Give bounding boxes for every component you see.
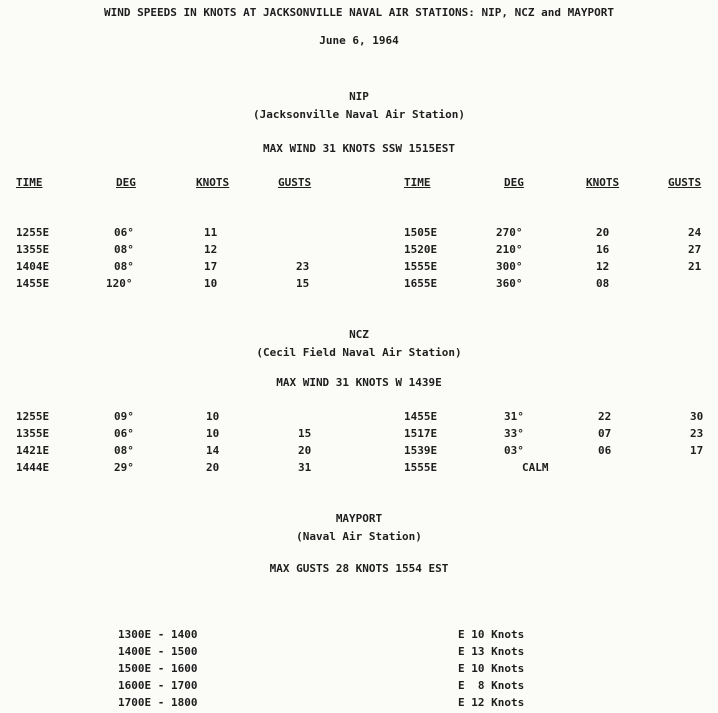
table-cell-period: 1500E - 1600 xyxy=(118,662,198,675)
nip-header-deg-2: DEG xyxy=(504,176,524,189)
ncz-max-wind: MAX WIND 31 KNOTS W 1439E xyxy=(276,376,442,389)
table-cell-deg: 08° xyxy=(114,260,134,273)
table-cell-knots: 20 xyxy=(596,226,610,239)
table-cell-deg: 300° xyxy=(496,260,523,273)
table-cell-wind: E 10 Knots xyxy=(458,662,525,675)
table-cell-time: 1355E xyxy=(16,427,50,440)
mayport-station-code: MAYPORT xyxy=(335,512,383,525)
document-date: June 6, 1964 xyxy=(319,34,399,47)
ncz-station-code: NCZ xyxy=(349,328,369,341)
table-cell-knots: 12 xyxy=(596,260,610,273)
table-cell-knots: 14 xyxy=(206,444,220,457)
nip-header-knots-2: KNOTS xyxy=(586,176,620,189)
table-cell-gusts: 31 xyxy=(298,461,312,474)
table-cell-gusts: 17 xyxy=(690,444,704,457)
table-cell-knots: 11 xyxy=(204,226,218,239)
table-cell-gusts: 21 xyxy=(688,260,702,273)
nip-header-time: TIME xyxy=(16,176,43,189)
table-cell-deg: 06° xyxy=(114,427,134,440)
table-cell-time: 1404E xyxy=(16,260,50,273)
table-cell-period: 1700E - 1800 xyxy=(118,696,198,709)
table-cell-time: 1455E xyxy=(404,410,438,423)
table-cell-deg: 360° xyxy=(496,277,523,290)
table-cell-deg: 06° xyxy=(114,226,134,239)
mayport-station-name: (Naval Air Station) xyxy=(296,530,422,543)
table-cell-deg: 08° xyxy=(114,243,134,256)
table-cell-time: 1355E xyxy=(16,243,50,256)
document-title: WIND SPEEDS IN KNOTS AT JACKSONVILLE NAVAL AIR STATIONS: NIP, NCZ and MAYPORT xyxy=(104,6,614,19)
table-cell-gusts: 30 xyxy=(690,410,704,423)
table-cell-gusts: 27 xyxy=(688,243,702,256)
table-cell-knots: 10 xyxy=(206,410,220,423)
table-cell-time: 1444E xyxy=(16,461,50,474)
table-cell-time: 1255E xyxy=(16,226,50,239)
table-cell-period: 1300E - 1400 xyxy=(118,628,198,641)
table-cell-knots: 10 xyxy=(204,277,218,290)
table-cell-time: 1505E xyxy=(404,226,438,239)
table-cell-gusts: 15 xyxy=(296,277,310,290)
table-cell-gusts: 24 xyxy=(688,226,702,239)
nip-station-code: NIP xyxy=(349,90,369,103)
table-cell-knots: 10 xyxy=(206,427,220,440)
table-cell-wind: E 13 Knots xyxy=(458,645,525,658)
table-cell-deg: 31° xyxy=(504,410,524,423)
nip-station-name: (Jacksonville Naval Air Station) xyxy=(253,108,465,121)
nip-header-knots: KNOTS xyxy=(196,176,230,189)
mayport-max-gusts: MAX GUSTS 28 KNOTS 1554 EST xyxy=(269,562,449,575)
table-cell-knots: 22 xyxy=(598,410,612,423)
table-cell-knots: 08 xyxy=(596,277,610,290)
table-cell-deg: 210° xyxy=(496,243,523,256)
table-cell-deg: 08° xyxy=(114,444,134,457)
nip-header-gusts-2: GUSTS xyxy=(668,176,702,189)
table-cell-deg: 120° xyxy=(106,277,133,290)
table-cell-gusts: 23 xyxy=(296,260,310,273)
table-cell-deg: 270° xyxy=(496,226,523,239)
table-cell-time: 1539E xyxy=(404,444,438,457)
table-cell-time: 1520E xyxy=(404,243,438,256)
table-cell-gusts: 20 xyxy=(298,444,312,457)
table-cell-gusts: 15 xyxy=(298,427,312,440)
nip-header-time-2: TIME xyxy=(404,176,431,189)
table-cell-knots: 17 xyxy=(204,260,218,273)
table-cell-period: 1600E - 1700 xyxy=(118,679,198,692)
table-cell-knots: 16 xyxy=(596,243,610,256)
table-cell-time: 1555E xyxy=(404,461,438,474)
table-cell-knots: 12 xyxy=(204,243,218,256)
ncz-station-name: (Cecil Field Naval Air Station) xyxy=(256,346,462,359)
table-cell-time: 1655E xyxy=(404,277,438,290)
table-cell-gusts: 23 xyxy=(690,427,704,440)
table-cell-wind: E 12 Knots xyxy=(458,696,525,709)
nip-header-gusts: GUSTS xyxy=(278,176,312,189)
table-cell-time: 1455E xyxy=(16,277,50,290)
table-cell-time: 1517E xyxy=(404,427,438,440)
table-cell-time: 1255E xyxy=(16,410,50,423)
table-cell-knots: 07 xyxy=(598,427,612,440)
nip-header-deg: DEG xyxy=(116,176,136,189)
table-cell-period: 1400E - 1500 xyxy=(118,645,198,658)
table-cell-deg: 03° xyxy=(504,444,524,457)
table-cell-time: 1555E xyxy=(404,260,438,273)
table-cell-time: 1421E xyxy=(16,444,50,457)
table-cell-knots: 06 xyxy=(598,444,612,457)
table-cell-deg: 33° xyxy=(504,427,524,440)
nip-max-wind: MAX WIND 31 KNOTS SSW 1515EST xyxy=(262,142,456,155)
table-cell-wind: E 10 Knots xyxy=(458,628,525,641)
table-cell-deg: 29° xyxy=(114,461,134,474)
table-cell-deg: CALM xyxy=(522,461,549,474)
table-cell-knots: 20 xyxy=(206,461,220,474)
table-cell-deg: 09° xyxy=(114,410,134,423)
table-cell-wind: E 8 Knots xyxy=(458,679,525,692)
